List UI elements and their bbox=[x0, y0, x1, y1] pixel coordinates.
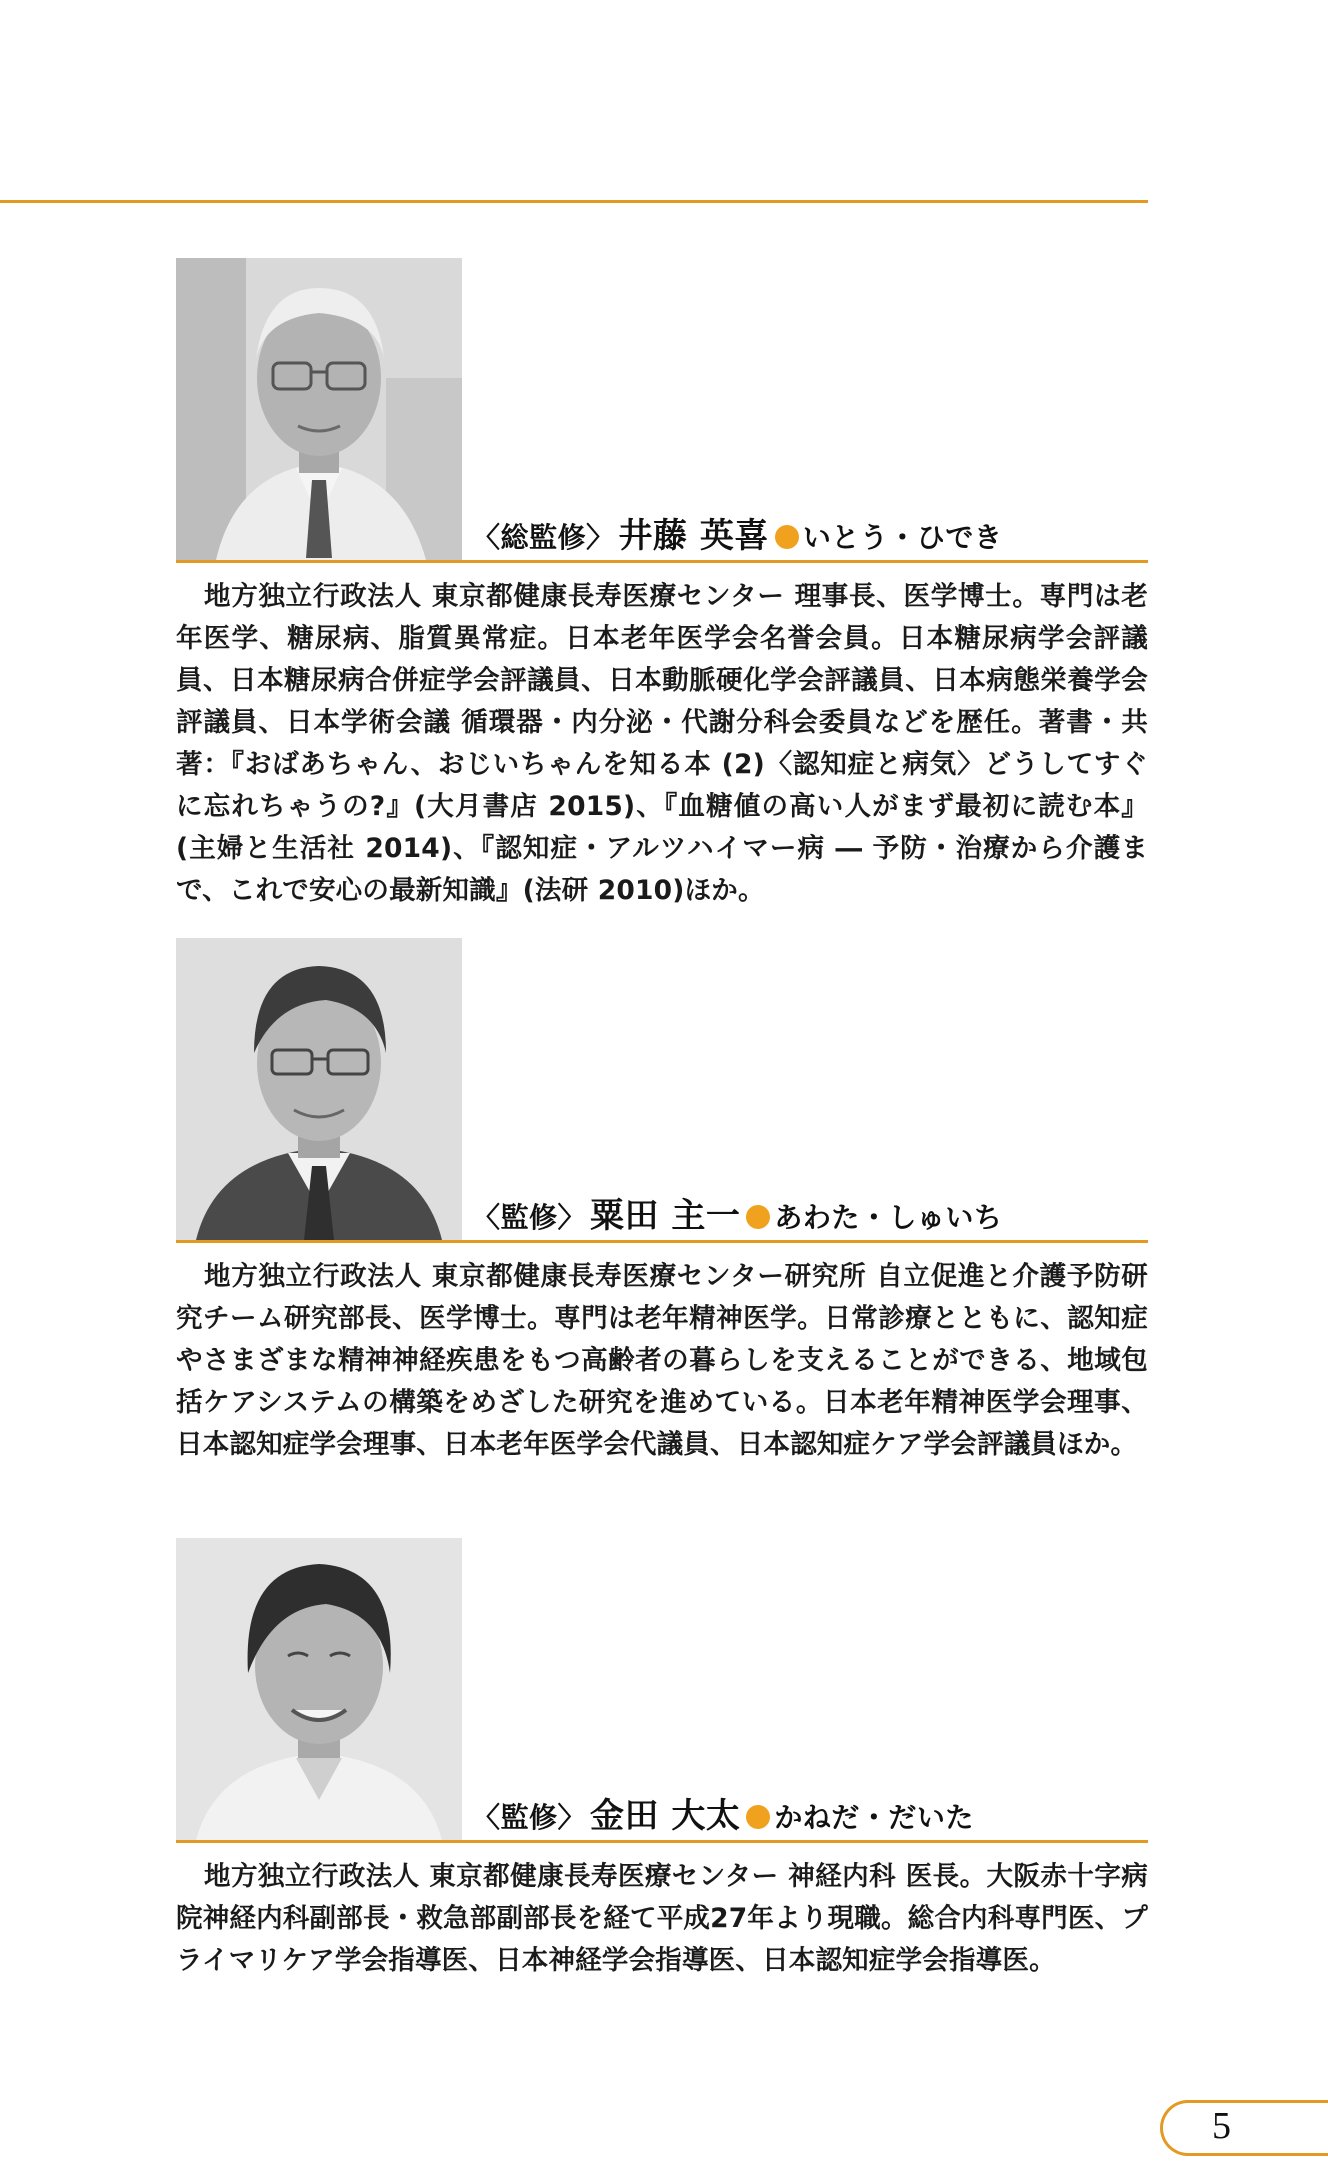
profile-ito bbox=[176, 258, 1148, 906]
name-line bbox=[472, 1188, 1002, 1237]
name-reading: あわた・しゅいち bbox=[774, 1201, 1003, 1234]
name-reading: いとう・ひでき bbox=[802, 521, 1003, 554]
profile-divider bbox=[176, 1240, 1148, 1243]
person-name: 井藤 英喜 bbox=[618, 516, 769, 556]
person-name: 金田 大太 bbox=[590, 1796, 741, 1836]
person-name: 粟田 主一 bbox=[590, 1196, 741, 1236]
role-label: 〈監修〉 bbox=[472, 1201, 587, 1234]
name-line bbox=[472, 1788, 974, 1837]
portrait-photo-kaneda bbox=[176, 1538, 462, 1840]
profile-kaneda bbox=[176, 1538, 1148, 2018]
bio-text: 地方独立行政法人 東京都健康長寿医療センター 理事長、医学博士。専門は老年医学、糖尿病、脂質異常症。日本老年医学会名誉会員。日本糖尿病学会評議員、日本糖尿病合併症学会評議員、日本動脈硬化学会評議員、日本病態栄養学会評議員、日本学術会議 循環器・内分泌・代謝分科会委員などを歴任。著書・共著：『おばあちゃん、おじいちゃんを知る本 (2)〈認知症と病気〉どうしてすぐに忘れちゃうの?』(大月書店 2015)、『血糖値の高い人がまず最初に読む本』(主婦と生活社 2014)、『認知症・アルツハイマー病 ― 予防・治療から介護まで、これで安心の最新知識』(法研 2010)ほか。 bbox=[176, 581, 1148, 906]
name-reading: かねだ・だいた bbox=[774, 1801, 974, 1834]
portrait-photo-awata bbox=[176, 938, 462, 1240]
bio-text: 地方独立行政法人 東京都健康長寿医療センター 神経内科 医長。大阪赤十字病院神経内科副部長・救急部副部長を経て平成27年より現職。総合内科専門医、プライマリケア学会指導医、日本神経学会指導医、日本認知症学会指導医。 bbox=[176, 1861, 1148, 1976]
role-label: 〈監修〉 bbox=[472, 1801, 587, 1834]
role-label: 〈総監修〉 bbox=[472, 521, 615, 554]
profile-divider bbox=[176, 1840, 1148, 1843]
bio-text: 地方独立行政法人 東京都健康長寿医療センター研究所 自立促進と介護予防研究チーム研究部長、医学博士。専門は老年精神医学。日常診療とともに、認知症やさまざまな精神神経疾患をもつ高齢者の暮らしを支えることができる、地域包括ケアシステムの構築をめざした研究を進めている。日本老年精神医学会理事、日本認知症学会理事、日本老年医学会代議員、日本認知症ケア学会評議員ほか。 bbox=[176, 1261, 1148, 1460]
bullet-dot-icon bbox=[746, 1805, 770, 1829]
header-rule bbox=[0, 200, 1148, 203]
page-number-tab bbox=[1160, 2100, 1328, 2156]
profile-divider bbox=[176, 560, 1148, 563]
bullet-dot-icon bbox=[775, 525, 799, 549]
page-number: 5 bbox=[1212, 2105, 1231, 2147]
bullet-dot-icon bbox=[746, 1205, 770, 1229]
profile-awata bbox=[176, 938, 1148, 1498]
name-line bbox=[472, 508, 1002, 557]
portrait-photo-ito bbox=[176, 258, 462, 560]
